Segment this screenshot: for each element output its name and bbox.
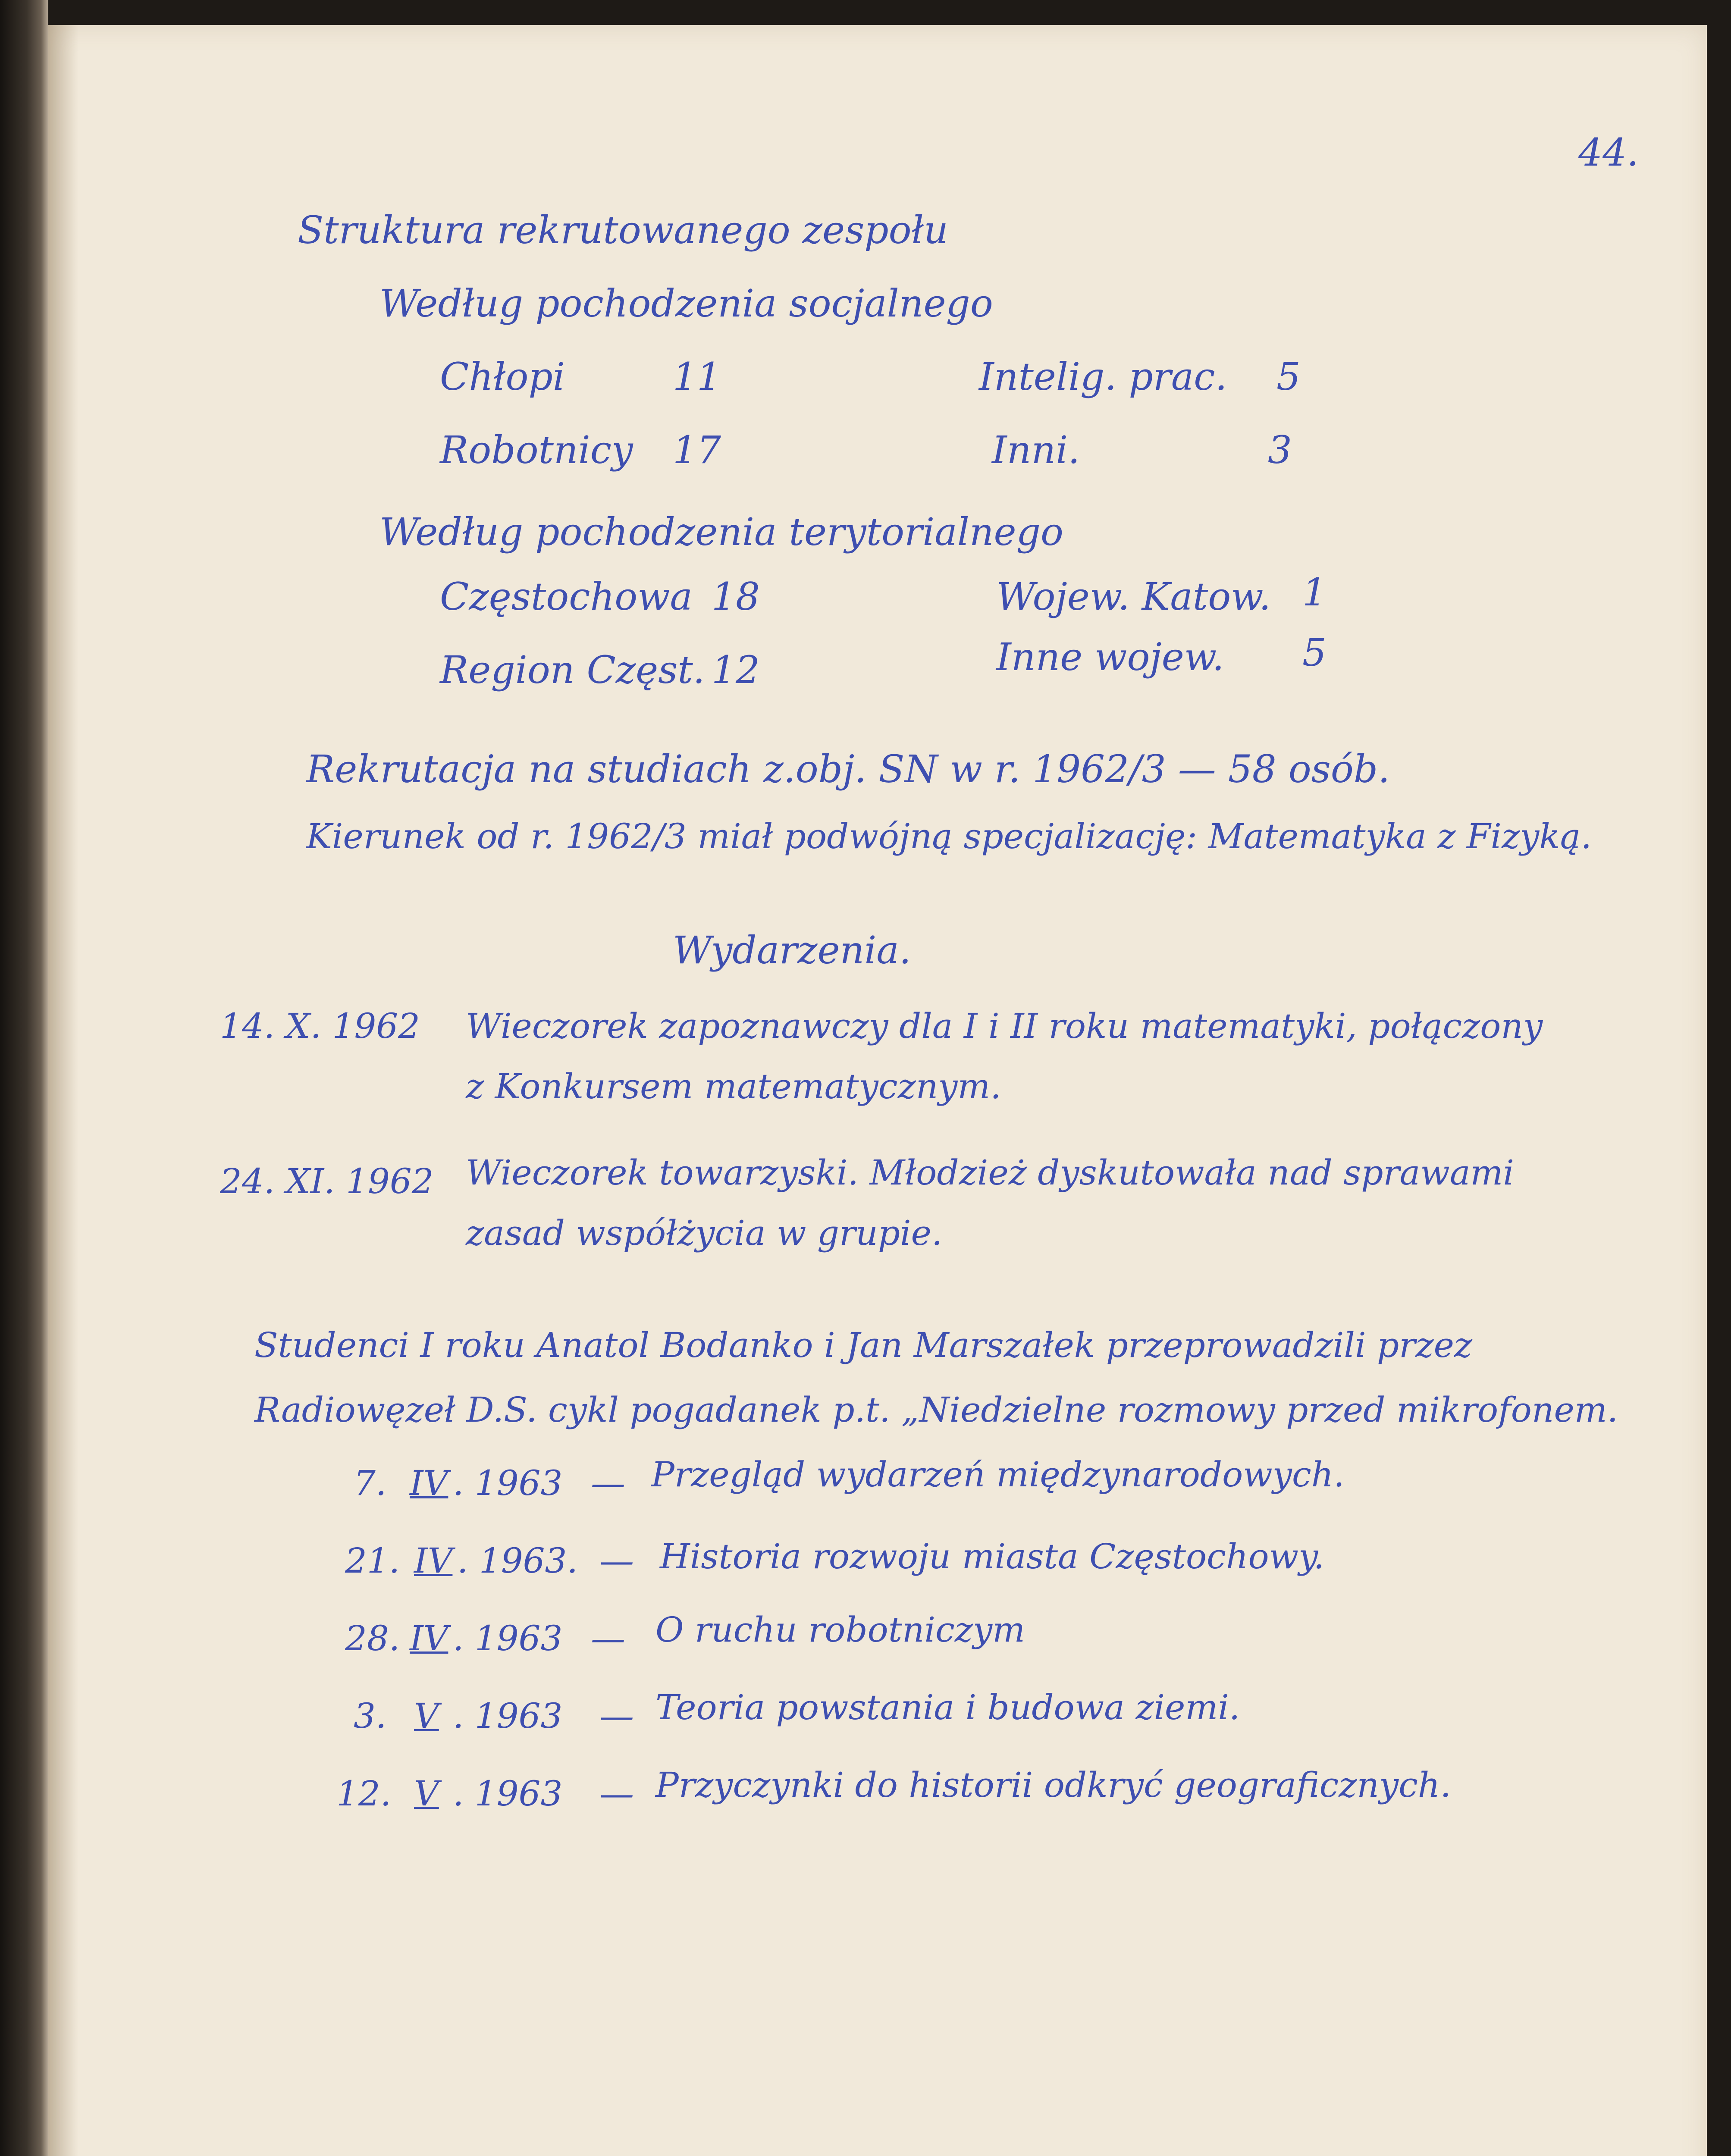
row-label: Inni.: [992, 428, 1080, 472]
events-title: Wydarzenia.: [673, 928, 911, 972]
event-text: z Konkursem matematycznym.: [466, 1066, 1001, 1106]
row-label: Chłopi: [440, 354, 565, 399]
talk-dash: —: [599, 1774, 634, 1814]
row-value: 12: [712, 648, 760, 692]
talk-day: 3.: [354, 1696, 387, 1736]
social-section-title: Według pochodzenia socjalnego: [379, 281, 993, 326]
event-text: Wieczorek towarzyski. Młodzież dyskutowała nad sprawami: [466, 1153, 1514, 1193]
talk-month: IV: [410, 1618, 448, 1658]
talk-month: V: [414, 1774, 439, 1814]
book-spine: [0, 0, 48, 2156]
row-label: Wojew. Katow.: [996, 574, 1271, 619]
talk-year: . 1963: [453, 1696, 563, 1736]
talk-dash: —: [599, 1541, 634, 1581]
direction-note: Kierunek od r. 1962/3 miał podwójną specjalizację: Matematyka z Fizyką.: [306, 816, 1592, 856]
talk-year: . 1963.: [457, 1541, 578, 1581]
talk-topic: O ruchu robotniczym: [655, 1610, 1025, 1650]
talk-day: 7.: [354, 1463, 387, 1503]
event-date: 14. X. 1962: [220, 1006, 420, 1046]
talk-month: IV: [414, 1541, 453, 1581]
recruitment-note: Rekrutacja na studiach z.obj. SN w r. 1962/3 — 58 osób.: [306, 747, 1390, 791]
students-note-line: Studenci I roku Anatol Bodanko i Jan Marszałek przeprowadzili przez: [254, 1325, 1473, 1365]
row-value: 1: [1302, 570, 1326, 614]
talk-topic: Przegląd wydarzeń międzynarodowych.: [651, 1454, 1345, 1495]
row-label: Robotnicy: [440, 428, 633, 472]
talk-day: 28.: [345, 1618, 400, 1658]
event-date: 24. XI. 1962: [220, 1161, 434, 1201]
talk-topic: Przyczynki do historii odkryć geograficznych.: [655, 1765, 1451, 1805]
paper-shadow: [48, 25, 78, 2156]
talk-year: . 1963: [453, 1463, 563, 1503]
event-text: zasad współżycia w grupie.: [466, 1213, 943, 1253]
talk-month: V: [414, 1696, 439, 1736]
row-value: 17: [673, 428, 721, 472]
talk-dash: —: [591, 1618, 625, 1658]
talk-day: 21.: [345, 1541, 400, 1581]
talk-dash: —: [599, 1696, 634, 1736]
row-value: 3: [1268, 428, 1292, 472]
row-label: Częstochowa: [440, 574, 693, 619]
row-value: 5: [1276, 354, 1301, 399]
row-value: 18: [712, 574, 760, 619]
talk-topic: Teoria powstania i budowa ziemi.: [655, 1687, 1240, 1727]
row-value: 11: [673, 354, 721, 399]
talk-topic: Historia rozwoju miasta Częstochowy.: [660, 1536, 1325, 1576]
heading: Struktura rekrutowanego zespołu: [298, 208, 948, 252]
row-label: Region Częst.: [440, 648, 705, 692]
talk-year: . 1963: [453, 1774, 563, 1814]
talk-month: IV: [410, 1463, 448, 1503]
row-label: Inne wojew.: [996, 635, 1224, 679]
territorial-section-title: Według pochodzenia terytorialnego: [379, 510, 1063, 554]
students-note-line: Radiowęzeł D.S. cykl pogadanek p.t. „Niedzielne rozmowy przed mikrofonem.: [254, 1390, 1618, 1430]
row-value: 5: [1302, 630, 1326, 675]
talk-year: . 1963: [453, 1618, 563, 1658]
event-text: Wieczorek zapoznawczy dla I i II roku matematyki, połączony: [466, 1006, 1543, 1046]
row-label: Intelig. prac.: [979, 354, 1227, 399]
page-number: 44.: [1578, 130, 1639, 175]
talk-dash: —: [591, 1463, 625, 1503]
talk-day: 12.: [336, 1774, 392, 1814]
